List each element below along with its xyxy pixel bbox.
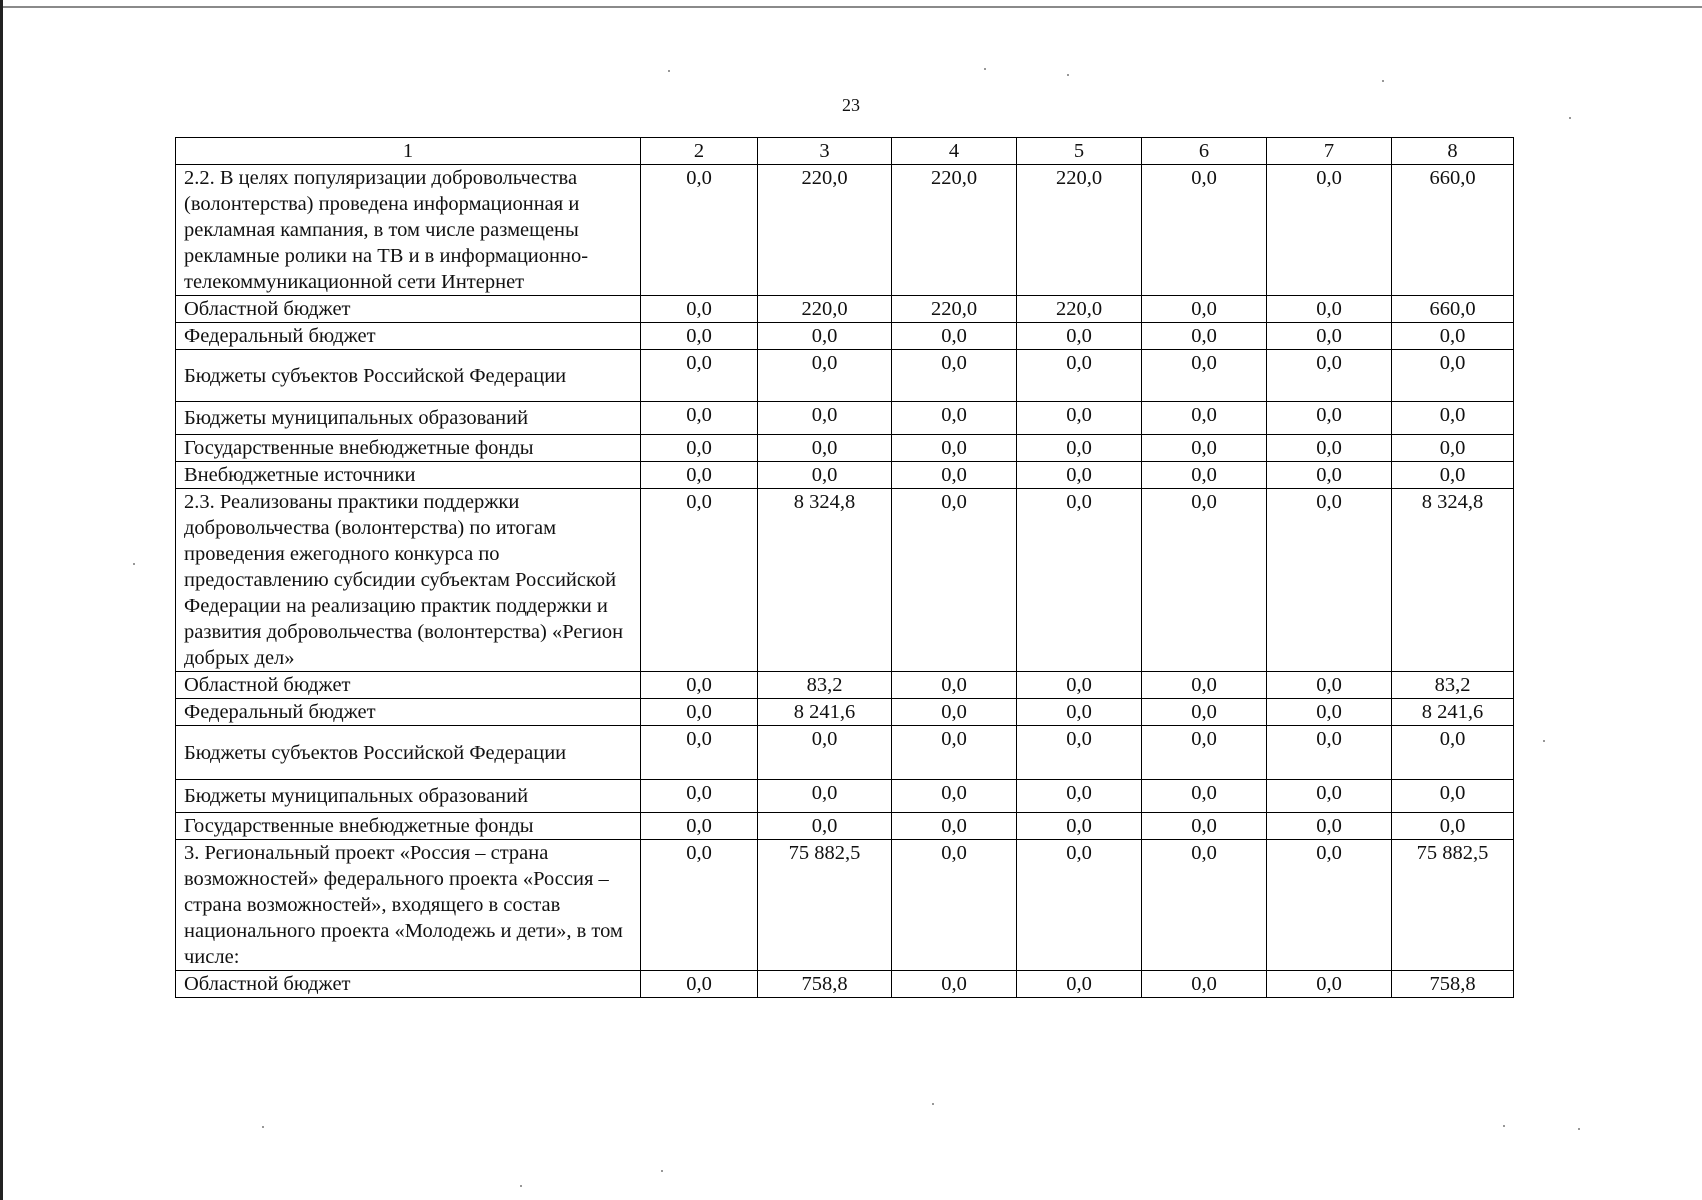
cell-value: 0,0 bbox=[1017, 435, 1142, 462]
cell-value: 0,0 bbox=[1267, 462, 1392, 489]
cell-value: 220,0 bbox=[892, 165, 1017, 296]
table-row bbox=[176, 296, 1514, 323]
cell-value: 220,0 bbox=[758, 165, 892, 296]
cell-value: 0,0 bbox=[1142, 489, 1267, 672]
scan-speck bbox=[1503, 1125, 1505, 1127]
row-label: Бюджеты субъектов Российской Федерации bbox=[176, 726, 641, 780]
cell-value: 0,0 bbox=[1017, 402, 1142, 435]
scan-speck bbox=[1569, 117, 1571, 119]
row-label: Государственные внебюджетные фонды bbox=[176, 435, 641, 462]
cell-value: 0,0 bbox=[641, 462, 758, 489]
cell-value: 0,0 bbox=[1142, 813, 1267, 840]
cell-value: 8 241,6 bbox=[1392, 699, 1514, 726]
column-header: 2 bbox=[641, 138, 758, 165]
cell-value: 0,0 bbox=[1267, 165, 1392, 296]
cell-value: 220,0 bbox=[1017, 296, 1142, 323]
cell-value: 0,0 bbox=[1267, 699, 1392, 726]
cell-value: 0,0 bbox=[1267, 323, 1392, 350]
cell-value: 0,0 bbox=[1142, 323, 1267, 350]
cell-value: 0,0 bbox=[1142, 462, 1267, 489]
cell-value: 0,0 bbox=[1142, 840, 1267, 971]
cell-value: 0,0 bbox=[1142, 672, 1267, 699]
table-row bbox=[176, 699, 1514, 726]
scan-speck bbox=[1543, 740, 1545, 742]
cell-value: 8 241,6 bbox=[758, 699, 892, 726]
cell-value: 0,0 bbox=[1392, 402, 1514, 435]
cell-value: 220,0 bbox=[758, 296, 892, 323]
cell-value: 0,0 bbox=[1267, 296, 1392, 323]
cell-value: 0,0 bbox=[1017, 840, 1142, 971]
cell-value: 0,0 bbox=[641, 780, 758, 813]
scan-speck bbox=[1067, 74, 1069, 76]
cell-value: 0,0 bbox=[641, 435, 758, 462]
cell-value: 0,0 bbox=[1267, 672, 1392, 699]
cell-value: 0,0 bbox=[1017, 780, 1142, 813]
column-header: 7 bbox=[1267, 138, 1392, 165]
cell-value: 660,0 bbox=[1392, 296, 1514, 323]
cell-value: 0,0 bbox=[758, 462, 892, 489]
cell-value: 0,0 bbox=[1142, 971, 1267, 998]
cell-value: 0,0 bbox=[892, 971, 1017, 998]
row-label: Внебюджетные источники bbox=[176, 462, 641, 489]
cell-value: 0,0 bbox=[1142, 296, 1267, 323]
cell-value: 0,0 bbox=[1142, 726, 1267, 780]
cell-value: 0,0 bbox=[1392, 813, 1514, 840]
table-row bbox=[176, 402, 1514, 435]
cell-value: 0,0 bbox=[1392, 726, 1514, 780]
budget-table bbox=[175, 137, 1514, 998]
scan-top-edge bbox=[0, 6, 1702, 8]
cell-value: 0,0 bbox=[1392, 462, 1514, 489]
cell-value: 0,0 bbox=[1017, 489, 1142, 672]
cell-value: 0,0 bbox=[1017, 350, 1142, 402]
cell-value: 0,0 bbox=[641, 402, 758, 435]
cell-value: 0,0 bbox=[758, 780, 892, 813]
cell-value: 0,0 bbox=[758, 813, 892, 840]
cell-value: 0,0 bbox=[892, 435, 1017, 462]
cell-value: 0,0 bbox=[1267, 813, 1392, 840]
cell-value: 0,0 bbox=[1017, 699, 1142, 726]
cell-value: 0,0 bbox=[1267, 840, 1392, 971]
cell-value: 0,0 bbox=[1267, 726, 1392, 780]
cell-value: 0,0 bbox=[1267, 971, 1392, 998]
scan-speck bbox=[1578, 1128, 1580, 1130]
scan-speck bbox=[984, 68, 986, 70]
cell-value: 0,0 bbox=[641, 672, 758, 699]
row-label: Областной бюджет bbox=[176, 672, 641, 699]
scan-speck bbox=[520, 1185, 522, 1187]
cell-value: 0,0 bbox=[892, 780, 1017, 813]
cell-value: 660,0 bbox=[1392, 165, 1514, 296]
table-row bbox=[176, 840, 1514, 971]
cell-value: 0,0 bbox=[1142, 699, 1267, 726]
row-label: Федеральный бюджет bbox=[176, 699, 641, 726]
row-label: 3. Региональный проект «Россия – страна возможностей» федерального проекта «Россия – страна возможностей», входящего в состав национального проекта «Молодежь и дети», в том числе: bbox=[176, 840, 641, 971]
cell-value: 0,0 bbox=[1392, 323, 1514, 350]
column-header: 3 bbox=[758, 138, 892, 165]
cell-value: 0,0 bbox=[1142, 350, 1267, 402]
cell-value: 83,2 bbox=[758, 672, 892, 699]
cell-value: 75 882,5 bbox=[1392, 840, 1514, 971]
cell-value: 0,0 bbox=[1392, 780, 1514, 813]
cell-value: 0,0 bbox=[758, 350, 892, 402]
cell-value: 0,0 bbox=[1017, 726, 1142, 780]
row-label: Федеральный бюджет bbox=[176, 323, 641, 350]
cell-value: 0,0 bbox=[892, 840, 1017, 971]
table-header-row bbox=[176, 138, 1514, 165]
cell-value: 0,0 bbox=[1267, 435, 1392, 462]
cell-value: 758,8 bbox=[758, 971, 892, 998]
scan-speck bbox=[1382, 80, 1384, 82]
column-header: 1 bbox=[176, 138, 641, 165]
scan-speck bbox=[932, 1103, 934, 1105]
cell-value: 0,0 bbox=[1267, 350, 1392, 402]
cell-value: 83,2 bbox=[1392, 672, 1514, 699]
row-label: Бюджеты муниципальных образований bbox=[176, 780, 641, 813]
cell-value: 0,0 bbox=[1267, 402, 1392, 435]
cell-value: 0,0 bbox=[641, 971, 758, 998]
cell-value: 0,0 bbox=[1017, 971, 1142, 998]
cell-value: 0,0 bbox=[758, 402, 892, 435]
table-row bbox=[176, 672, 1514, 699]
scan-left-edge bbox=[0, 0, 3, 1200]
row-label: Бюджеты субъектов Российской Федерации bbox=[176, 350, 641, 402]
column-header: 5 bbox=[1017, 138, 1142, 165]
cell-value: 0,0 bbox=[1142, 435, 1267, 462]
table-row bbox=[176, 971, 1514, 998]
cell-value: 0,0 bbox=[892, 813, 1017, 840]
cell-value: 0,0 bbox=[1267, 780, 1392, 813]
cell-value: 0,0 bbox=[1392, 350, 1514, 402]
column-header: 6 bbox=[1142, 138, 1267, 165]
row-label: Государственные внебюджетные фонды bbox=[176, 813, 641, 840]
cell-value: 0,0 bbox=[892, 672, 1017, 699]
scan-speck bbox=[668, 70, 670, 72]
cell-value: 0,0 bbox=[1017, 462, 1142, 489]
cell-value: 0,0 bbox=[1392, 435, 1514, 462]
cell-value: 0,0 bbox=[641, 165, 758, 296]
cell-value: 0,0 bbox=[892, 489, 1017, 672]
table-row bbox=[176, 813, 1514, 840]
table-row bbox=[176, 780, 1514, 813]
cell-value: 0,0 bbox=[1017, 813, 1142, 840]
scan-speck bbox=[133, 563, 135, 565]
cell-value: 0,0 bbox=[758, 726, 892, 780]
cell-value: 220,0 bbox=[1017, 165, 1142, 296]
table-row bbox=[176, 165, 1514, 296]
scan-speck bbox=[661, 1170, 663, 1172]
cell-value: 0,0 bbox=[1142, 402, 1267, 435]
column-header: 8 bbox=[1392, 138, 1514, 165]
row-label: 2.3. Реализованы практики поддержки добровольчества (волонтерства) по итогам проведения ежегодного конкурса по предоставлению субсидии субъектам Российской Федерации на реализацию практик поддержки и развития добровольчества (волонтерства) «Регион добрых дел» bbox=[176, 489, 641, 672]
scan-speck bbox=[262, 1126, 264, 1128]
column-header: 4 bbox=[892, 138, 1017, 165]
cell-value: 0,0 bbox=[892, 350, 1017, 402]
cell-value: 0,0 bbox=[641, 840, 758, 971]
row-label: Областной бюджет bbox=[176, 971, 641, 998]
cell-value: 0,0 bbox=[641, 813, 758, 840]
page-number: 23 bbox=[842, 95, 860, 115]
table-row bbox=[176, 489, 1514, 672]
table-row bbox=[176, 435, 1514, 462]
cell-value: 0,0 bbox=[1017, 323, 1142, 350]
row-label: 2.2. В целях популяризации добровольчества (волонтерства) проведена информационная и рекламная кампания, в том числе размещены рекламные ролики на ТВ и в информационно-телекоммуникационной сети Интернет bbox=[176, 165, 641, 296]
cell-value: 0,0 bbox=[892, 402, 1017, 435]
row-label: Областной бюджет bbox=[176, 296, 641, 323]
cell-value: 0,0 bbox=[1267, 489, 1392, 672]
table-row bbox=[176, 350, 1514, 402]
cell-value: 758,8 bbox=[1392, 971, 1514, 998]
cell-value: 0,0 bbox=[758, 435, 892, 462]
table-row bbox=[176, 323, 1514, 350]
cell-value: 0,0 bbox=[641, 489, 758, 672]
cell-value: 0,0 bbox=[892, 699, 1017, 726]
cell-value: 0,0 bbox=[641, 699, 758, 726]
cell-value: 0,0 bbox=[641, 323, 758, 350]
cell-value: 0,0 bbox=[641, 296, 758, 323]
cell-value: 0,0 bbox=[641, 350, 758, 402]
cell-value: 0,0 bbox=[892, 462, 1017, 489]
cell-value: 8 324,8 bbox=[758, 489, 892, 672]
cell-value: 0,0 bbox=[758, 323, 892, 350]
cell-value: 8 324,8 bbox=[1392, 489, 1514, 672]
cell-value: 220,0 bbox=[892, 296, 1017, 323]
cell-value: 0,0 bbox=[892, 726, 1017, 780]
table-row bbox=[176, 726, 1514, 780]
cell-value: 0,0 bbox=[641, 726, 758, 780]
table-row bbox=[176, 462, 1514, 489]
cell-value: 75 882,5 bbox=[758, 840, 892, 971]
cell-value: 0,0 bbox=[1017, 672, 1142, 699]
row-label: Бюджеты муниципальных образований bbox=[176, 402, 641, 435]
cell-value: 0,0 bbox=[892, 323, 1017, 350]
cell-value: 0,0 bbox=[1142, 165, 1267, 296]
cell-value: 0,0 bbox=[1142, 780, 1267, 813]
